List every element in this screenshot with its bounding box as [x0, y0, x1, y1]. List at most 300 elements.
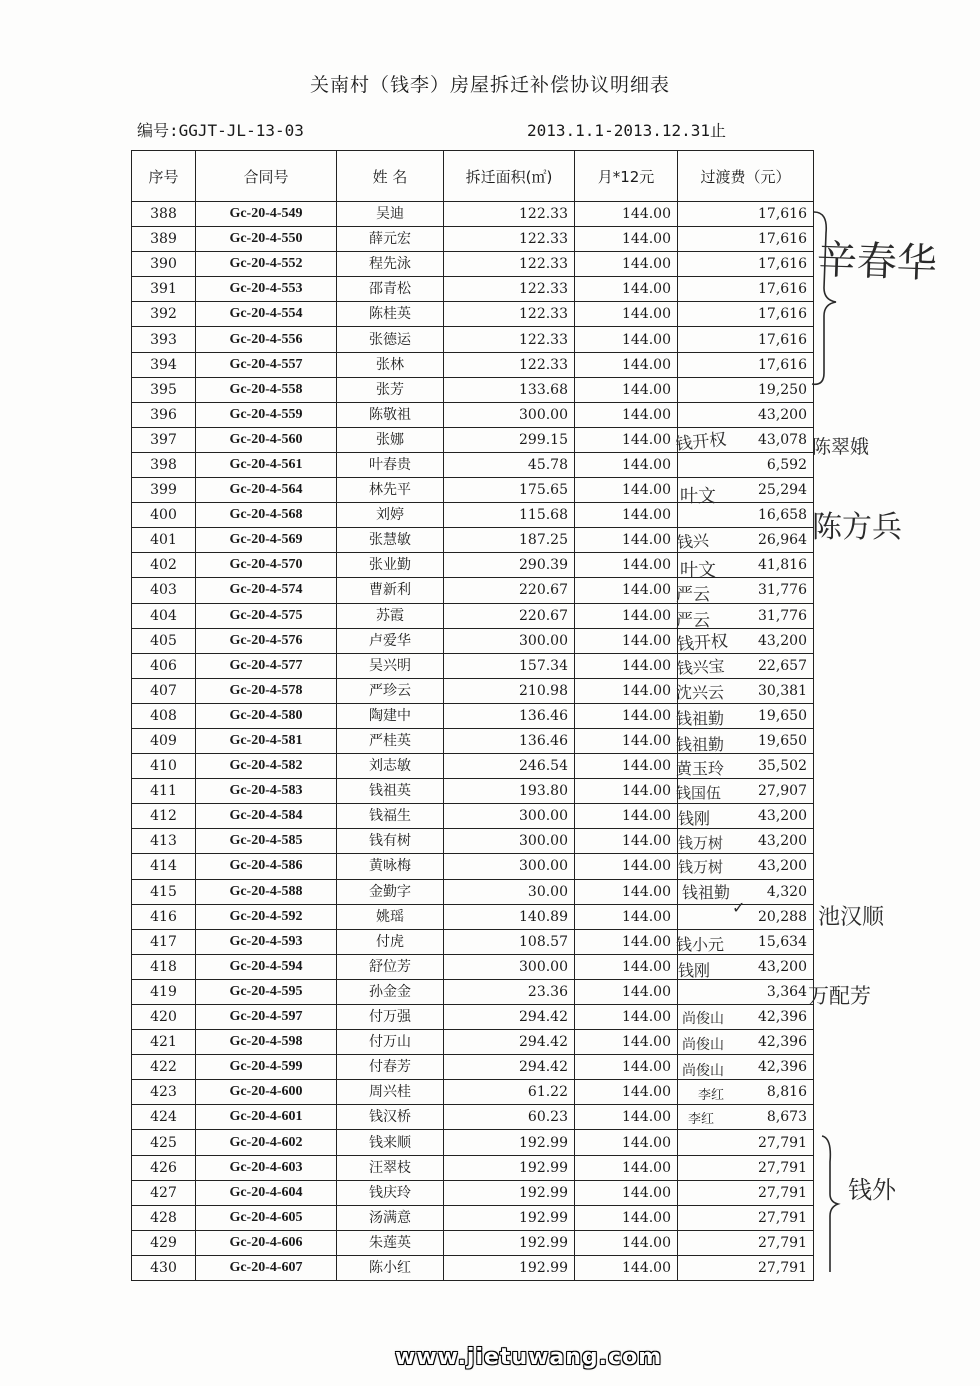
contract-number: Gc-20-4-578: [196, 678, 337, 703]
contract-number: Gc-20-4-581: [196, 728, 337, 753]
table-row: [132, 1205, 814, 1230]
person-name: 陈小红: [337, 1255, 444, 1280]
contract-number: Gc-20-4-601: [196, 1105, 337, 1130]
row-index: 410: [132, 754, 196, 779]
row-index: 412: [132, 804, 196, 829]
handwritten-note: 钱祖勤: [676, 709, 725, 728]
row-index: 429: [132, 1230, 196, 1255]
person-name: 陈桂英: [337, 302, 444, 327]
handwritten-brace-bottom: [818, 1132, 848, 1282]
contract-number: Gc-20-4-549: [196, 202, 337, 227]
monthly-rate: 144.00: [575, 1155, 678, 1180]
contract-number: Gc-20-4-585: [196, 829, 337, 854]
row-index: 407: [132, 678, 196, 703]
row-index: 404: [132, 603, 196, 628]
contract-number: Gc-20-4-556: [196, 327, 337, 352]
person-name: 苏霞: [337, 603, 444, 628]
contract-number: Gc-20-4-558: [196, 377, 337, 402]
monthly-rate: 144.00: [575, 979, 678, 1004]
handwritten-note: 叶文: [680, 560, 716, 581]
monthly-rate: 144.00: [575, 202, 678, 227]
person-name: 陈敬祖: [337, 402, 444, 427]
monthly-rate: 144.00: [575, 1105, 678, 1130]
contract-number: Gc-20-4-561: [196, 452, 337, 477]
monthly-rate: 144.00: [575, 1130, 678, 1155]
person-name: 张林: [337, 352, 444, 377]
header-monthly-rate: 月*12元: [575, 151, 678, 202]
person-name: 钱有树: [337, 829, 444, 854]
handwritten-note: 陈翠娥: [812, 436, 870, 458]
contract-number: Gc-20-4-568: [196, 503, 337, 528]
row-index: 394: [132, 352, 196, 377]
document-title: 关南村（钱李）房屋拆迁补偿协议明细表: [309, 74, 670, 96]
row-index: 388: [132, 202, 196, 227]
row-index: 416: [132, 904, 196, 929]
row-index: 400: [132, 503, 196, 528]
watermark: www.jietuwang.com: [395, 1345, 663, 1370]
area-value: 122.33: [444, 352, 575, 377]
area-value: 300.00: [444, 854, 575, 879]
row-index: 426: [132, 1155, 196, 1180]
monthly-rate: 144.00: [575, 1030, 678, 1055]
table-row: [132, 979, 814, 1004]
monthly-rate: 144.00: [575, 553, 678, 578]
handwritten-note: 钱刚: [678, 961, 711, 980]
person-name: 陶建中: [337, 703, 444, 728]
contract-number: Gc-20-4-593: [196, 929, 337, 954]
handwritten-note: 钱万树: [678, 858, 724, 876]
row-index: 422: [132, 1055, 196, 1080]
table-row: [132, 402, 814, 427]
transition-fee: 27,791: [678, 1130, 814, 1155]
monthly-rate: 144.00: [575, 603, 678, 628]
table-row: [132, 1255, 814, 1280]
area-value: 290.39: [444, 553, 575, 578]
person-name: 吴兴明: [337, 653, 444, 678]
monthly-rate: 144.00: [575, 728, 678, 753]
transition-fee: 8,816: [678, 1080, 814, 1105]
table-row: [132, 1130, 814, 1155]
transition-fee: 43,200: [678, 402, 814, 427]
row-index: 418: [132, 954, 196, 979]
row-index: 391: [132, 277, 196, 302]
person-name: 黄咏梅: [337, 854, 444, 879]
row-index: 401: [132, 528, 196, 553]
monthly-rate: 144.00: [575, 1005, 678, 1030]
row-index: 409: [132, 728, 196, 753]
area-value: 192.99: [444, 1130, 575, 1155]
person-name: 卢爱华: [337, 628, 444, 653]
monthly-rate: 144.00: [575, 503, 678, 528]
row-index: 392: [132, 302, 196, 327]
monthly-rate: 144.00: [575, 302, 678, 327]
area-value: 133.68: [444, 377, 575, 402]
table-row: [132, 352, 814, 377]
transition-fee: 25,294: [678, 478, 814, 503]
table-row: [132, 227, 814, 252]
person-name: 汪翠枝: [337, 1155, 444, 1180]
monthly-rate: 144.00: [575, 929, 678, 954]
transition-fee: 27,791: [678, 1255, 814, 1280]
row-index: 395: [132, 377, 196, 402]
row-index: 398: [132, 452, 196, 477]
person-name: 付万山: [337, 1030, 444, 1055]
monthly-rate: 144.00: [575, 879, 678, 904]
row-index: 403: [132, 578, 196, 603]
header-index: 序号: [132, 151, 196, 202]
area-value: 122.33: [444, 252, 575, 277]
transition-fee: 27,791: [678, 1205, 814, 1230]
contract-number: Gc-20-4-597: [196, 1005, 337, 1030]
handwritten-note: ✓: [732, 898, 746, 917]
transition-fee: 43,200: [678, 628, 814, 653]
transition-fee: 15,634: [678, 929, 814, 954]
row-index: 408: [132, 703, 196, 728]
handwritten-note: 万配芳: [808, 984, 871, 1008]
monthly-rate: 144.00: [575, 779, 678, 804]
area-value: 122.33: [444, 327, 575, 352]
row-index: 427: [132, 1180, 196, 1205]
contract-number: Gc-20-4-582: [196, 754, 337, 779]
monthly-rate: 144.00: [575, 377, 678, 402]
transition-fee: 17,616: [678, 302, 814, 327]
transition-fee: 30,381: [678, 678, 814, 703]
area-value: 23.36: [444, 979, 575, 1004]
area-value: 300.00: [444, 954, 575, 979]
area-value: 300.00: [444, 628, 575, 653]
transition-fee: 17,616: [678, 277, 814, 302]
person-name: 周兴桂: [337, 1080, 444, 1105]
handwritten-note: 钱兴: [676, 530, 710, 552]
table-row: [132, 327, 814, 352]
monthly-rate: 144.00: [575, 1255, 678, 1280]
transition-fee: 41,816: [678, 553, 814, 578]
area-value: 45.78: [444, 452, 575, 477]
transition-fee: 27,791: [678, 1180, 814, 1205]
table-row: [132, 528, 814, 553]
contract-number: Gc-20-4-553: [196, 277, 337, 302]
header-area: 拆迁面积(㎡): [444, 151, 575, 202]
monthly-rate: 144.00: [575, 227, 678, 252]
header-transition-fee: 过渡费（元）: [678, 151, 814, 202]
person-name: 付万强: [337, 1005, 444, 1030]
row-index: 424: [132, 1105, 196, 1130]
handwritten-note: 尚俊山: [682, 1037, 724, 1053]
transition-fee: 19,650: [678, 703, 814, 728]
person-name: 张娜: [337, 427, 444, 452]
transition-fee: 27,907: [678, 779, 814, 804]
transition-fee: 43,200: [678, 854, 814, 879]
monthly-rate: 144.00: [575, 678, 678, 703]
monthly-rate: 144.00: [575, 402, 678, 427]
person-name: 孙金金: [337, 979, 444, 1004]
contract-number: Gc-20-4-604: [196, 1180, 337, 1205]
document-period: 2013.1.1-2013.12.31止: [527, 121, 727, 140]
table-header-row: [132, 151, 814, 202]
table-row: [132, 202, 814, 227]
area-value: 30.00: [444, 879, 575, 904]
monthly-rate: 144.00: [575, 904, 678, 929]
table-row: [132, 277, 814, 302]
person-name: 姚瑶: [337, 904, 444, 929]
area-value: 300.00: [444, 402, 575, 427]
transition-fee: 19,650: [678, 728, 814, 753]
row-index: 397: [132, 427, 196, 452]
area-value: 136.46: [444, 703, 575, 728]
transition-fee: 35,502: [678, 754, 814, 779]
person-name: 钱福生: [337, 804, 444, 829]
monthly-rate: 144.00: [575, 327, 678, 352]
handwritten-note: 严云: [676, 611, 710, 631]
transition-fee: 42,396: [678, 1055, 814, 1080]
person-name: 曹新利: [337, 578, 444, 603]
person-name: 严珍云: [337, 678, 444, 703]
row-index: 421: [132, 1030, 196, 1055]
monthly-rate: 144.00: [575, 452, 678, 477]
area-value: 246.54: [444, 754, 575, 779]
table-row: [132, 302, 814, 327]
contract-number: Gc-20-4-580: [196, 703, 337, 728]
header-name: 姓 名: [337, 151, 444, 202]
table-row: [132, 252, 814, 277]
contract-number: Gc-20-4-603: [196, 1155, 337, 1180]
transition-fee: 17,616: [678, 202, 814, 227]
area-value: 210.98: [444, 678, 575, 703]
area-value: 192.99: [444, 1155, 575, 1180]
row-index: 430: [132, 1255, 196, 1280]
handwritten-note: 钱祖勤: [676, 735, 725, 754]
person-name: 刘婷: [337, 503, 444, 528]
table-row: [132, 904, 814, 929]
monthly-rate: 144.00: [575, 528, 678, 553]
person-name: 金勤字: [337, 879, 444, 904]
handwritten-note: 钱刚: [678, 809, 711, 828]
area-value: 193.80: [444, 779, 575, 804]
person-name: 付春芳: [337, 1055, 444, 1080]
transition-fee: 43,200: [678, 804, 814, 829]
contract-number: Gc-20-4-607: [196, 1255, 337, 1280]
area-value: 192.99: [444, 1205, 575, 1230]
contract-number: Gc-20-4-577: [196, 653, 337, 678]
contract-number: Gc-20-4-557: [196, 352, 337, 377]
handwritten-note: 钱万树: [678, 834, 724, 852]
transition-fee: 17,616: [678, 252, 814, 277]
area-value: 192.99: [444, 1255, 575, 1280]
monthly-rate: 144.00: [575, 804, 678, 829]
person-name: 钱来顺: [337, 1130, 444, 1155]
area-value: 187.25: [444, 528, 575, 553]
table-row: [132, 804, 814, 829]
handwritten-note: 钱国伍: [676, 784, 722, 802]
person-name: 叶春贵: [337, 452, 444, 477]
transition-fee: 27,791: [678, 1155, 814, 1180]
transition-fee: 8,673: [678, 1105, 814, 1130]
monthly-rate: 144.00: [575, 628, 678, 653]
area-value: 157.34: [444, 653, 575, 678]
person-name: 林先平: [337, 478, 444, 503]
handwritten-note: 李红: [688, 1112, 715, 1127]
area-value: 294.42: [444, 1005, 575, 1030]
transition-fee: 17,616: [678, 227, 814, 252]
contract-number: Gc-20-4-552: [196, 252, 337, 277]
handwritten-note: 钱开权: [674, 429, 728, 455]
person-name: 钱汉桥: [337, 1105, 444, 1130]
contract-number: Gc-20-4-599: [196, 1055, 337, 1080]
person-name: 钱祖英: [337, 779, 444, 804]
person-name: 严桂英: [337, 728, 444, 753]
contract-number: Gc-20-4-605: [196, 1205, 337, 1230]
handwritten-note: 辛春华: [816, 236, 938, 288]
contract-number: Gc-20-4-592: [196, 904, 337, 929]
table-row: [132, 1155, 814, 1180]
area-value: 192.99: [444, 1180, 575, 1205]
monthly-rate: 144.00: [575, 427, 678, 452]
area-value: 115.68: [444, 503, 575, 528]
contract-number: Gc-20-4-600: [196, 1080, 337, 1105]
transition-fee: 6,592: [678, 452, 814, 477]
row-index: 414: [132, 854, 196, 879]
area-value: 140.89: [444, 904, 575, 929]
person-name: 钱庆玲: [337, 1180, 444, 1205]
area-value: 300.00: [444, 829, 575, 854]
monthly-rate: 144.00: [575, 653, 678, 678]
transition-fee: 4,320: [678, 879, 814, 904]
area-value: 300.00: [444, 804, 575, 829]
contract-number: Gc-20-4-559: [196, 402, 337, 427]
row-index: 390: [132, 252, 196, 277]
contract-number: Gc-20-4-594: [196, 954, 337, 979]
contract-number: Gc-20-4-583: [196, 779, 337, 804]
person-name: 邵青松: [337, 277, 444, 302]
header-contract: 合同号: [196, 151, 337, 202]
transition-fee: 43,200: [678, 954, 814, 979]
row-index: 393: [132, 327, 196, 352]
row-index: 425: [132, 1130, 196, 1155]
person-name: 薛元宏: [337, 227, 444, 252]
row-index: 423: [132, 1080, 196, 1105]
row-index: 399: [132, 478, 196, 503]
contract-number: Gc-20-4-588: [196, 879, 337, 904]
transition-fee: 42,396: [678, 1005, 814, 1030]
transition-fee: 31,776: [678, 578, 814, 603]
row-index: 417: [132, 929, 196, 954]
row-index: 396: [132, 402, 196, 427]
monthly-rate: 144.00: [575, 1230, 678, 1255]
handwritten-note: 李红: [698, 1088, 725, 1103]
contract-number: Gc-20-4-584: [196, 804, 337, 829]
area-value: 192.99: [444, 1230, 575, 1255]
area-value: 175.65: [444, 478, 575, 503]
document-code: 编号:GGJT-JL-13-03: [137, 121, 304, 140]
transition-fee: 19,250: [678, 377, 814, 402]
transition-fee: 3,364: [678, 979, 814, 1004]
monthly-rate: 144.00: [575, 478, 678, 503]
area-value: 136.46: [444, 728, 575, 753]
handwritten-note: 叶文: [680, 486, 716, 507]
row-index: 402: [132, 553, 196, 578]
person-name: 张德运: [337, 327, 444, 352]
transition-fee: 27,791: [678, 1230, 814, 1255]
area-value: 61.22: [444, 1080, 575, 1105]
area-value: 108.57: [444, 929, 575, 954]
area-value: 60.23: [444, 1105, 575, 1130]
row-index: 415: [132, 879, 196, 904]
transition-fee: 43,200: [678, 829, 814, 854]
contract-number: Gc-20-4-576: [196, 628, 337, 653]
area-value: 122.33: [444, 227, 575, 252]
transition-fee: 17,616: [678, 327, 814, 352]
table-row: [132, 377, 814, 402]
handwritten-note: 池汉顺: [818, 905, 885, 930]
contract-number: Gc-20-4-550: [196, 227, 337, 252]
area-value: 299.15: [444, 427, 575, 452]
person-name: 刘志敏: [337, 754, 444, 779]
monthly-rate: 144.00: [575, 252, 678, 277]
transition-fee: 26,964: [678, 528, 814, 553]
handwritten-note: 陈方兵: [812, 510, 902, 545]
person-name: 张芳: [337, 377, 444, 402]
transition-fee: 43,078: [678, 427, 814, 452]
monthly-rate: 144.00: [575, 703, 678, 728]
handwritten-note: 钱祖勤: [682, 883, 731, 902]
area-value: 122.33: [444, 277, 575, 302]
area-value: 294.42: [444, 1055, 575, 1080]
handwritten-note: 严云: [676, 585, 710, 605]
monthly-rate: 144.00: [575, 277, 678, 302]
person-name: 吴迪: [337, 202, 444, 227]
contract-number: Gc-20-4-575: [196, 603, 337, 628]
transition-fee: 20,288: [678, 904, 814, 929]
row-index: 405: [132, 628, 196, 653]
contract-number: Gc-20-4-560: [196, 427, 337, 452]
monthly-rate: 144.00: [575, 1080, 678, 1105]
person-name: 朱莲英: [337, 1230, 444, 1255]
transition-fee: 42,396: [678, 1030, 814, 1055]
handwritten-note: 钱兴宝: [676, 656, 726, 678]
table-row: [132, 1230, 814, 1255]
area-value: 220.67: [444, 603, 575, 628]
handwritten-note: 尚俊山: [682, 1063, 724, 1079]
handwritten-note: 黄玉玲: [676, 759, 725, 778]
handwritten-note: 尚俊山: [682, 1011, 724, 1027]
monthly-rate: 144.00: [575, 854, 678, 879]
contract-number: Gc-20-4-586: [196, 854, 337, 879]
contract-number: Gc-20-4-602: [196, 1130, 337, 1155]
transition-fee: 17,616: [678, 352, 814, 377]
person-name: 张业勤: [337, 553, 444, 578]
monthly-rate: 144.00: [575, 352, 678, 377]
contract-number: Gc-20-4-570: [196, 553, 337, 578]
table-row: [132, 954, 814, 979]
contract-number: Gc-20-4-569: [196, 528, 337, 553]
contract-number: Gc-20-4-595: [196, 979, 337, 1004]
area-value: 294.42: [444, 1030, 575, 1055]
area-value: 122.33: [444, 302, 575, 327]
monthly-rate: 144.00: [575, 578, 678, 603]
contract-number: Gc-20-4-574: [196, 578, 337, 603]
handwritten-note: 沈兴云: [676, 683, 725, 702]
contract-number: Gc-20-4-554: [196, 302, 337, 327]
contract-number: Gc-20-4-598: [196, 1030, 337, 1055]
person-name: 舒位芳: [337, 954, 444, 979]
table-row: [132, 603, 814, 628]
row-index: 406: [132, 653, 196, 678]
table-row: [132, 452, 814, 477]
monthly-rate: 144.00: [575, 1180, 678, 1205]
row-index: 411: [132, 779, 196, 804]
row-index: 428: [132, 1205, 196, 1230]
area-value: 220.67: [444, 578, 575, 603]
